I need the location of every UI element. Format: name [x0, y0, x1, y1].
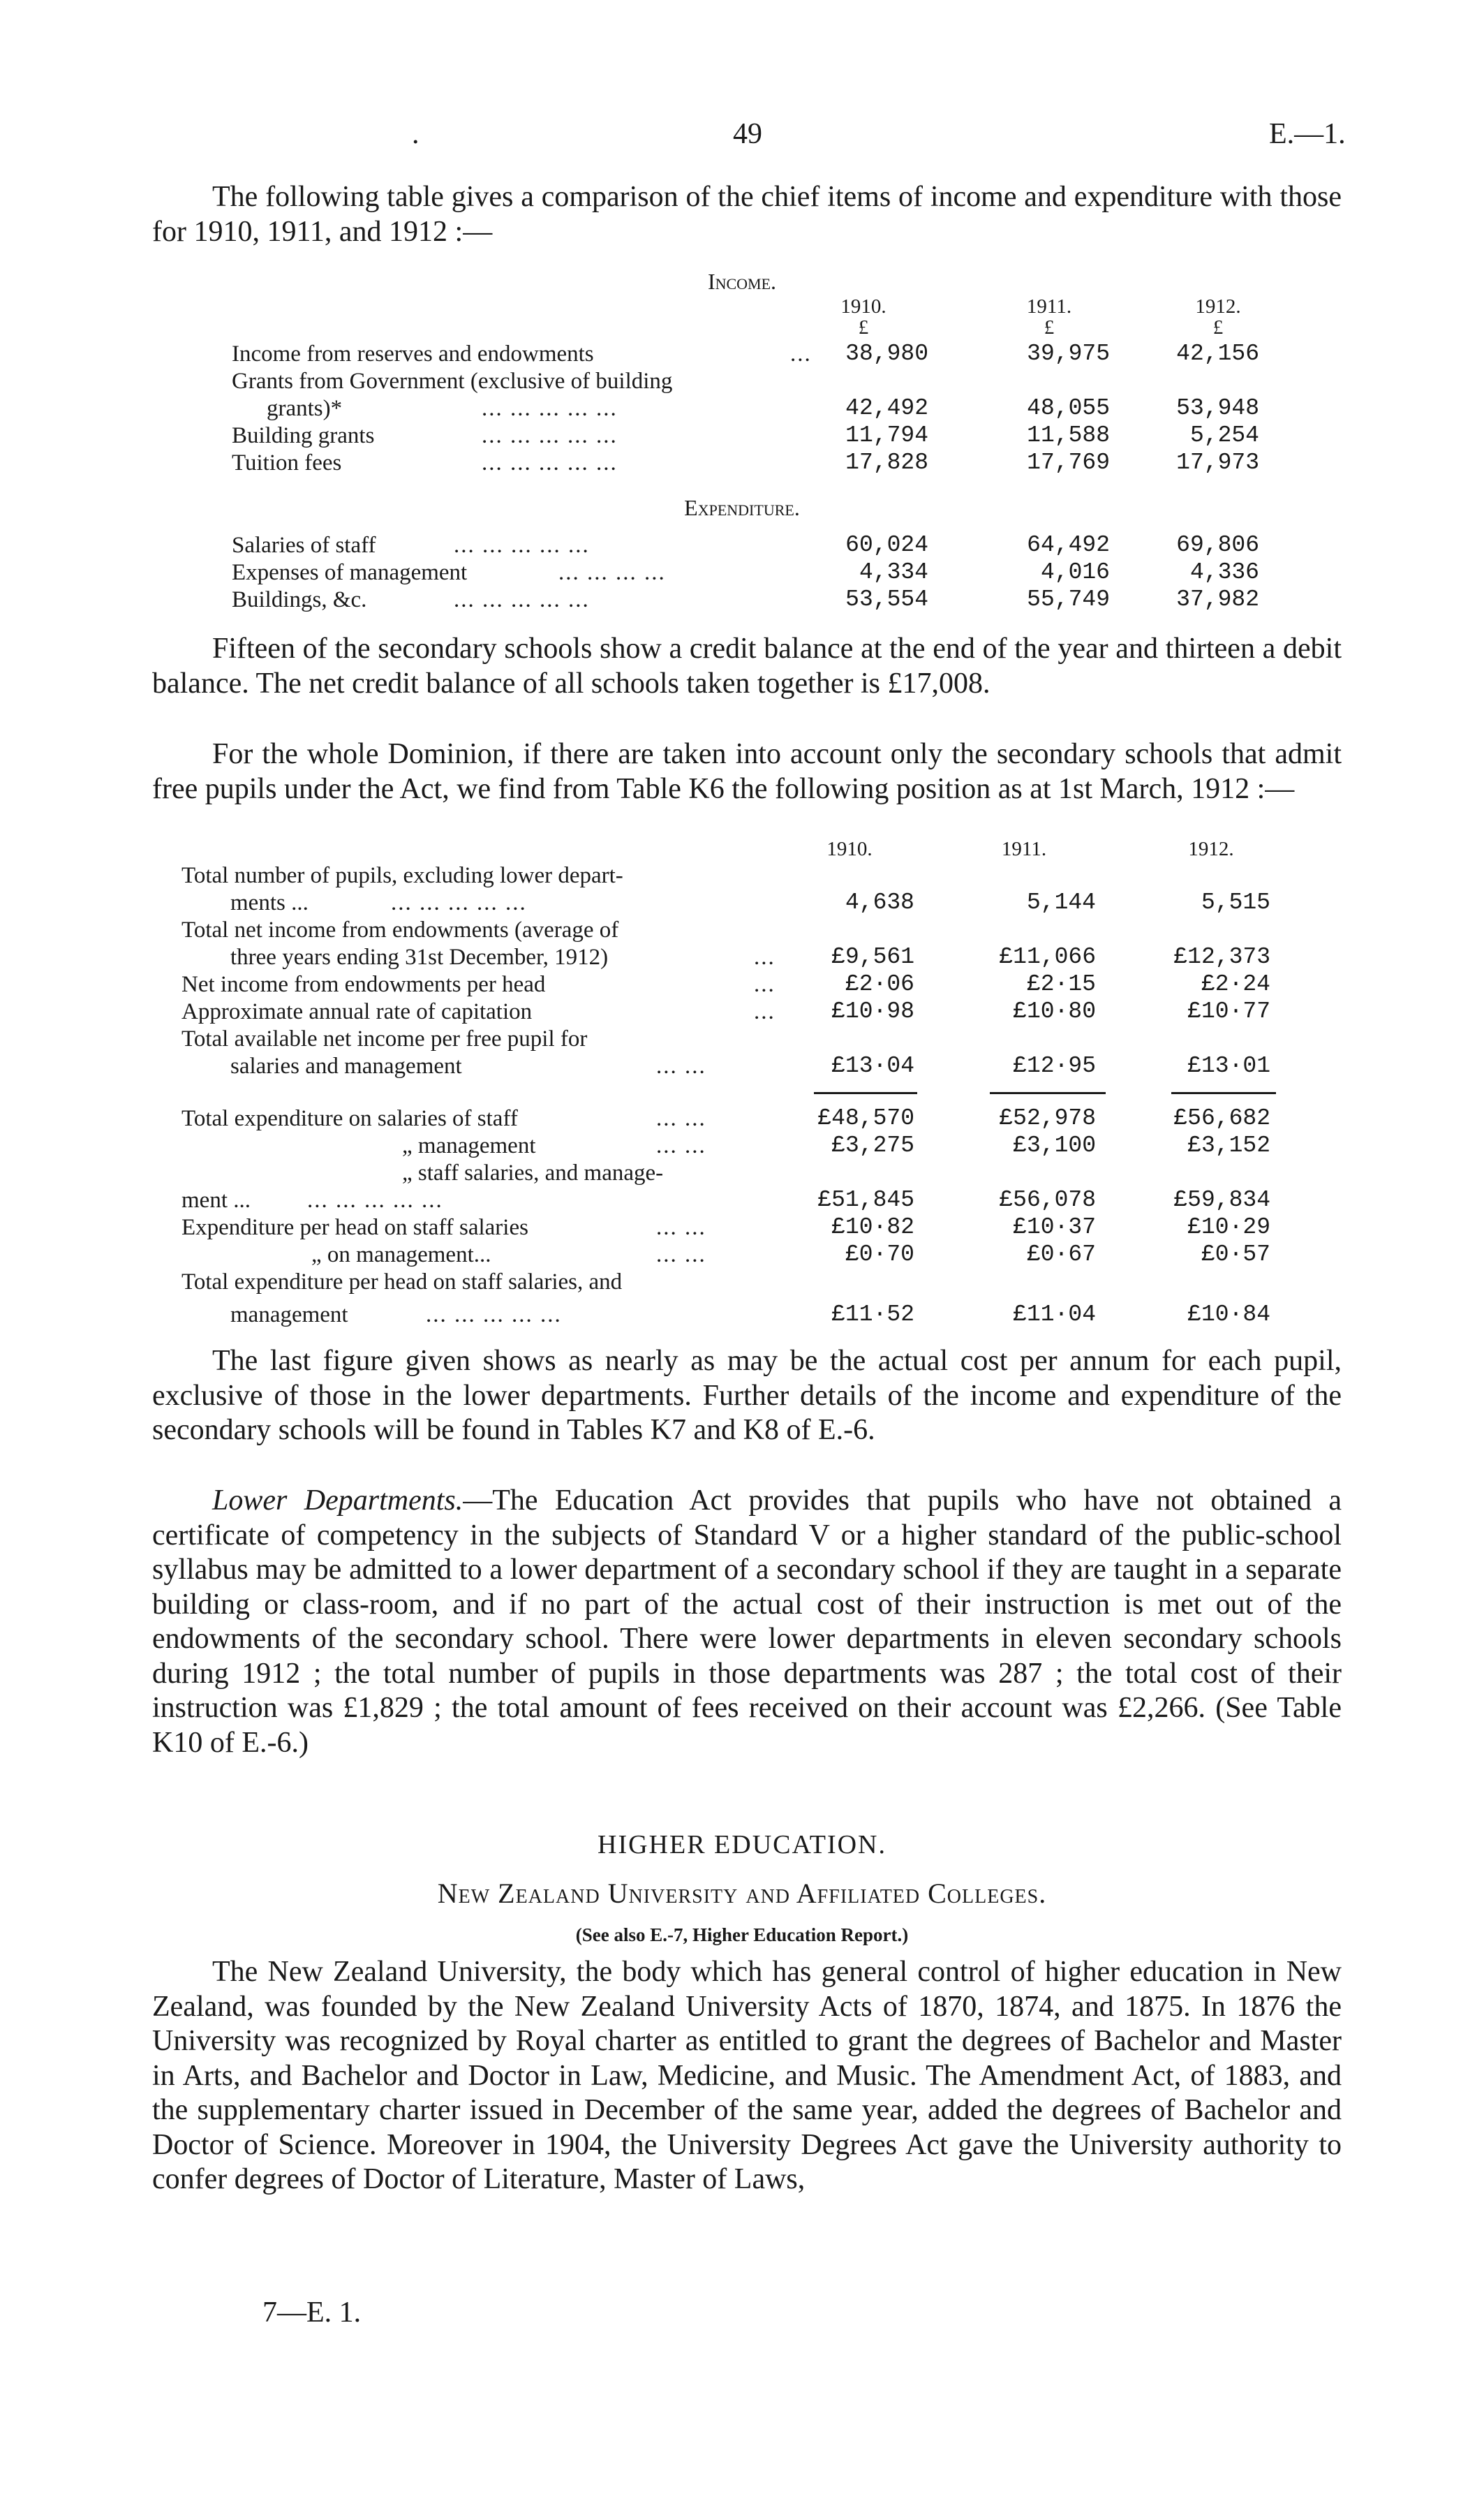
table-row: „ management ... ... £3,275 £3,100 £3,152	[402, 1133, 1270, 1158]
table-row: grants)* ... ... ... ... ... 42,492 48,055 53,948	[267, 395, 1259, 421]
year-header: 1911.	[1026, 295, 1072, 318]
table-row: „ on management... ... ... £0·70 £0·67 £0·57	[311, 1241, 1270, 1267]
currency-header: £	[1212, 316, 1224, 339]
year-header: 1912.	[1195, 295, 1241, 318]
table-row: Expenditure per head on staff salaries ... ... £10·82 £10·37 £10·29	[181, 1214, 1270, 1240]
document-reference: E.—1.	[1269, 118, 1346, 150]
university-subheading: New Zealand University and Affiliated Colleges.	[437, 1878, 1047, 1909]
last-figure-paragraph: The last figure given shows as nearly as may be the actual cost per annum for each pupil, exclusive of those in the lower departments. Further details of the income and expenditure of the secondary schools will be found in Tables K7 and K8 of E.-6.	[152, 1345, 1342, 1446]
table-row: Buildings, &c. ... ... ... ... ... 53,554 55,749 37,982	[232, 587, 1259, 612]
dominion-paragraph: For the whole Dominion, if there are taken into account only the secondary schools that admit free pupils under the Act, we find from Table K6 the following position as at 1st March, 1912 :—	[152, 738, 1342, 805]
higher-education-heading: HIGHER EDUCATION.	[598, 1830, 886, 1859]
table-row: Total net income from endowments (average of	[181, 917, 619, 943]
page-footer: 7—E. 1.	[262, 2297, 362, 2329]
year-header: 1910.	[826, 838, 873, 860]
currency-header: £	[1044, 316, 1055, 339]
table-row: Salaries of staff ... ... ... ... ... 60,024 64,492 69,806	[232, 532, 1259, 558]
lower-departments-paragraph	[152, 1484, 1342, 1760]
balance-paragraph: Fifteen of the secondary schools show a credit balance at the end of the year and thirteen a debit balance. The net credit balance of all schools taken together is £17,008.	[152, 633, 1342, 700]
year-header: 1910.	[840, 295, 886, 318]
income-heading: Income.	[707, 269, 777, 294]
table-row: Approximate annual rate of capitation ... £10·98 £10·80 £10·77	[181, 998, 1270, 1024]
table-row: „ staff salaries, and manage-	[402, 1160, 664, 1186]
table-row: Income from reserves and endowments ... 38,980 39,975 42,156	[232, 341, 1259, 367]
divider	[814, 1092, 917, 1094]
table-row: Expenses of management ... ... ... ... 4,334 4,016 4,336	[232, 559, 1259, 585]
table-row: Total expenditure on salaries of staff ... ... £48,570 £52,978 £56,682	[181, 1105, 1270, 1131]
currency-header: £	[858, 316, 869, 339]
table-row: salaries and management ... ... £13·04 £12·95 £13·01	[230, 1053, 1270, 1079]
table-row: Building grants ... ... ... ... ... 11,794 11,588 5,254	[232, 422, 1259, 448]
table-row: Total available net income per free pupil for	[181, 1026, 588, 1052]
divider	[990, 1092, 1106, 1094]
year-header: 1911.	[1001, 838, 1047, 860]
page-number: 49	[733, 118, 762, 150]
table-row: ments ... ... ... ... ... ... 4,638 5,144 5,515	[230, 890, 1270, 915]
university-paragraph: The New Zealand University, the body which has general control of higher education in New Zealand, was founded by the New Zealand University Acts of 1870, 1874, and 1875. In 1876 the University was recognized by Royal charter as entitled to grant the degrees of Bachelor and Master in Arts, and Bachelor and Doctor in Law, Medicine, and Music. The Amendment Act, of 1883, and the supplementary charter issued in December of the same year, added the degrees of Bachelor and Doctor of Science. Moreover in 1904, the University Degrees Act gave the University authority to confer degrees of Doctor of Literature, Master of Laws,	[152, 1956, 1342, 2195]
expenditure-heading: Expenditure.	[684, 495, 800, 520]
table-row: three years ending 31st December, 1912) ... £9,561 £11,066 £12,373	[230, 944, 1270, 970]
table-row: Total number of pupils, excluding lower depart-	[181, 863, 623, 888]
table-row: management ... ... ... ... ... £11·52 £11·04 £10·84	[230, 1302, 1270, 1327]
intro-paragraph: The following table gives a comparison of the chief items of income and expenditure with those for 1910, 1911, and 1912 :—	[152, 181, 1342, 248]
lower-departments-title: Lower Departments.	[212, 1484, 463, 1517]
lower-departments-text: —The Education Act provides that pupils who have not obtained a certificate of competency in the subjects of Standard V or a higher standard of the public-school syllabus may be admitted to a lower department of a secondary school if they are taught in a separate building or class-room, and if no part of the actual cost of their instruction is met out of the endowments of the secondary school. There were lower departments in eleven secondary schools during 1912 ; the total number of pupils in those departments was 287 ; the total cost of their instruction was £1,829 ; the total amount of fees received on their account was £2,266. (See Table K10 of E.-6.)	[152, 1484, 1342, 1759]
table-row: Net income from endowments per head ... £2·06 £2·15 £2·24	[181, 971, 1270, 997]
table-row: Total expenditure per head on staff salaries, and	[181, 1269, 623, 1295]
header-dot: .	[412, 118, 420, 150]
table-row: Grants from Government (exclusive of building	[232, 369, 673, 394]
divider	[1171, 1092, 1276, 1094]
higher-education-note: (See also E.-7, Higher Education Report.)	[575, 1924, 909, 1945]
table-row: ment ... ... ... ... ... ... £51,845 £56,078 £59,834	[181, 1187, 1270, 1213]
table-row: Tuition fees ... ... ... ... ... 17,828 17,769 17,973	[232, 450, 1259, 476]
year-header: 1912.	[1188, 838, 1234, 860]
